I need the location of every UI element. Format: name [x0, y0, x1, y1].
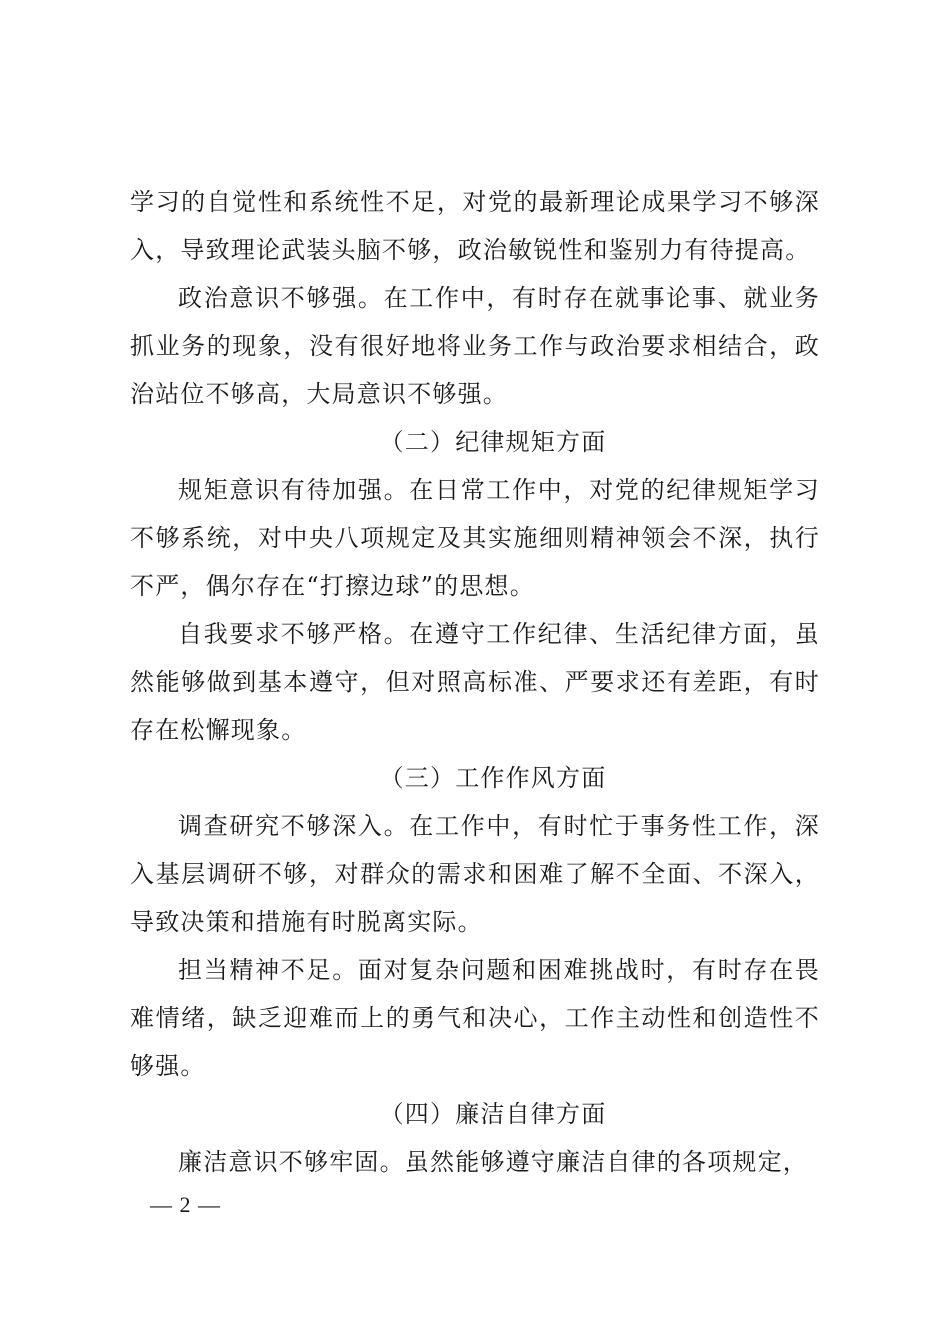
page-number: — 2 — [150, 1192, 221, 1217]
section-heading-work-style: （三）工作作风方面 [379, 764, 607, 792]
paragraph: 学习的自觉性和系统性不足，对党的最新理论成果学习不够深入，导致理论武装头脑不够，政治敏锐性和鉴别力有待提高。 [130, 188, 820, 264]
paragraph-self-requirement: 自我要求不够严格。在遵守工作纪律、生活纪律方面，虽然能够做到基本遵守，但对照高标准、严要求还有差距，有时存在松懈现象。 [130, 620, 820, 744]
paragraph-rules-awareness: 规矩意识有待加强。在日常工作中，对党的纪律规矩学习不够系统，对中央八项规定及其实施细则精神领会不深，执行不严，偶尔存在“打擦边球”的思想。 [130, 476, 820, 600]
paragraph-responsibility: 担当精神不足。面对复杂问题和困难挑战时，有时存在畏难情绪，缺乏迎难而上的勇气和决心，工作主动性和创造性不够强。 [130, 956, 820, 1080]
document-body [130, 178, 820, 1186]
section-heading-integrity: （四）廉洁自律方面 [379, 1100, 607, 1128]
paragraph-integrity-awareness: 廉洁意识不够牢固。虽然能够遵守廉洁自律的各项规定， [178, 1148, 808, 1176]
paragraph-political-awareness: 政治意识不够强。在工作中，有时存在就事论事、就业务抓业务的现象，没有很好地将业务工作与政治要求相结合，政治站位不够高，大局意识不够强。 [130, 284, 820, 408]
paragraph-investigation: 调查研究不够深入。在工作中，有时忙于事务性工作，深入基层调研不够，对群众的需求和困难了解不全面、不深入，导致决策和措施有时脱离实际。 [130, 812, 820, 936]
section-heading-discipline: （二）纪律规矩方面 [379, 428, 607, 456]
